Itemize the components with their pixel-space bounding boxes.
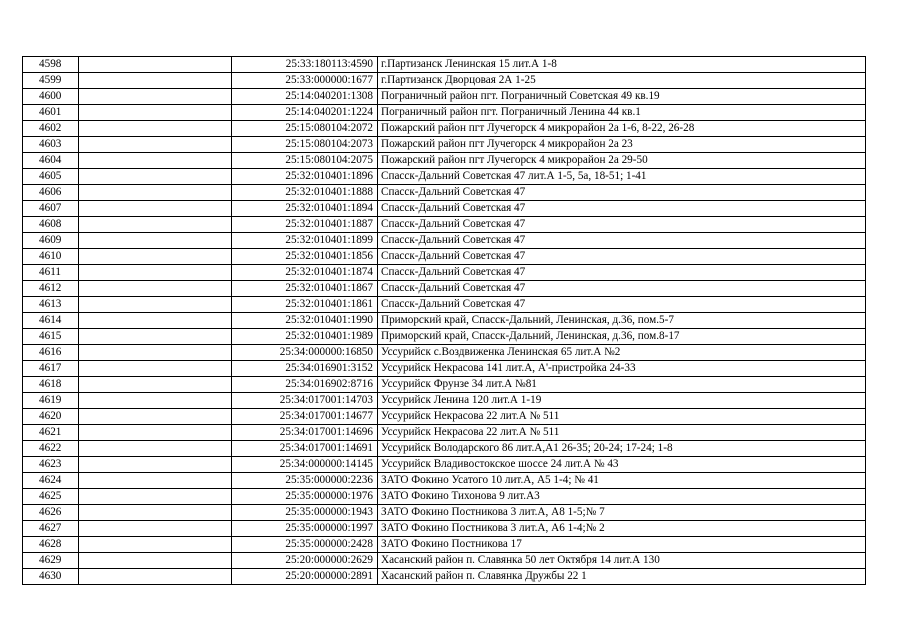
cadastral-number-cell: 25:33:180113:4590: [232, 57, 378, 73]
address-cell: Уссурийск Фрунзе 34 лит.А №81: [378, 377, 866, 393]
property-registry-table: [22, 56, 866, 585]
empty-cell: [79, 169, 232, 185]
table-row: [23, 521, 866, 537]
table-row: [23, 537, 866, 553]
cadastral-number-cell: 25:32:010401:1874: [232, 265, 378, 281]
row-number-cell: 4604: [23, 153, 79, 169]
row-number-cell: 4601: [23, 105, 79, 121]
table-row: [23, 393, 866, 409]
table-row: [23, 265, 866, 281]
cadastral-number-cell: 25:32:010401:1856: [232, 249, 378, 265]
cadastral-number-cell: 25:35:000000:1976: [232, 489, 378, 505]
row-number-cell: 4600: [23, 89, 79, 105]
address-cell: Спасск-Дальний Советская 47: [378, 297, 866, 313]
empty-cell: [79, 521, 232, 537]
table-row: [23, 121, 866, 137]
address-cell: Пожарский район пгт Лучегорск 4 микрорайон 2а 23: [378, 137, 866, 153]
row-number-cell: 4616: [23, 345, 79, 361]
row-number-cell: 4630: [23, 569, 79, 585]
cadastral-number-cell: 25:32:010401:1867: [232, 281, 378, 297]
empty-cell: [79, 121, 232, 137]
cadastral-number-cell: 25:32:010401:1887: [232, 217, 378, 233]
address-cell: Уссурийск Некрасова 141 лит.А, А'-пристройка 24-33: [378, 361, 866, 377]
empty-cell: [79, 281, 232, 297]
table-row: [23, 137, 866, 153]
empty-cell: [79, 537, 232, 553]
table-row: [23, 105, 866, 121]
row-number-cell: 4614: [23, 313, 79, 329]
empty-cell: [79, 345, 232, 361]
table-row: [23, 489, 866, 505]
row-number-cell: 4620: [23, 409, 79, 425]
cadastral-number-cell: 25:32:010401:1989: [232, 329, 378, 345]
row-number-cell: 4624: [23, 473, 79, 489]
empty-cell: [79, 185, 232, 201]
address-cell: Спасск-Дальний Советская 47: [378, 233, 866, 249]
row-number-cell: 4615: [23, 329, 79, 345]
empty-cell: [79, 473, 232, 489]
empty-cell: [79, 137, 232, 153]
address-cell: Хасанский район п. Славянка Дружбы 22 1: [378, 569, 866, 585]
row-number-cell: 4617: [23, 361, 79, 377]
table-row: [23, 505, 866, 521]
cadastral-number-cell: 25:14:040201:1224: [232, 105, 378, 121]
cadastral-number-cell: 25:32:010401:1888: [232, 185, 378, 201]
cadastral-number-cell: 25:34:016901:3152: [232, 361, 378, 377]
table-row: [23, 249, 866, 265]
address-cell: Пограничный район пгт. Пограничный Ленина 44 кв.1: [378, 105, 866, 121]
row-number-cell: 4619: [23, 393, 79, 409]
row-number-cell: 4627: [23, 521, 79, 537]
empty-cell: [79, 265, 232, 281]
empty-cell: [79, 105, 232, 121]
address-cell: ЗАТО Фокино Постникова 3 лит.А, А6 1-4;№ 2: [378, 521, 866, 537]
cadastral-number-cell: 25:20:000000:2891: [232, 569, 378, 585]
cadastral-number-cell: 25:32:010401:1896: [232, 169, 378, 185]
table-row: [23, 297, 866, 313]
table-row: [23, 201, 866, 217]
cadastral-number-cell: 25:14:040201:1308: [232, 89, 378, 105]
row-number-cell: 4611: [23, 265, 79, 281]
table-row: [23, 217, 866, 233]
table-row: [23, 553, 866, 569]
empty-cell: [79, 201, 232, 217]
empty-cell: [79, 505, 232, 521]
row-number-cell: 4608: [23, 217, 79, 233]
address-cell: Уссурийск с.Воздвиженка Ленинская 65 лит.А №2: [378, 345, 866, 361]
cadastral-number-cell: 25:34:000000:16850: [232, 345, 378, 361]
empty-cell: [79, 457, 232, 473]
address-cell: ЗАТО Фокино Тихонова 9 лит.А3: [378, 489, 866, 505]
empty-cell: [79, 73, 232, 89]
empty-cell: [79, 569, 232, 585]
empty-cell: [79, 425, 232, 441]
row-number-cell: 4602: [23, 121, 79, 137]
table-row: [23, 233, 866, 249]
address-cell: Приморский край, Спасск-Дальний, Ленинская, д.36, пом.8-17: [378, 329, 866, 345]
cadastral-number-cell: 25:32:010401:1899: [232, 233, 378, 249]
address-cell: ЗАТО Фокино Усатого 10 лит.А, А5 1-4; № 41: [378, 473, 866, 489]
cadastral-number-cell: 25:34:017001:14677: [232, 409, 378, 425]
table-row: [23, 473, 866, 489]
address-cell: Приморский край, Спасск-Дальний, Ленинская, д.36, пом.5-7: [378, 313, 866, 329]
address-cell: Спасск-Дальний Советская 47: [378, 265, 866, 281]
row-number-cell: 4607: [23, 201, 79, 217]
cadastral-number-cell: 25:15:080104:2073: [232, 137, 378, 153]
address-cell: Спасск-Дальний Советская 47 лит.А 1-5, 5а, 18-51; 1-41: [378, 169, 866, 185]
table-row: [23, 89, 866, 105]
empty-cell: [79, 329, 232, 345]
row-number-cell: 4623: [23, 457, 79, 473]
row-number-cell: 4612: [23, 281, 79, 297]
address-cell: ЗАТО Фокино Постникова 3 лит.А, А8 1-5;№ 7: [378, 505, 866, 521]
empty-cell: [79, 249, 232, 265]
cadastral-number-cell: 25:20:000000:2629: [232, 553, 378, 569]
empty-cell: [79, 441, 232, 457]
table-row: [23, 361, 866, 377]
row-number-cell: 4626: [23, 505, 79, 521]
empty-cell: [79, 89, 232, 105]
address-cell: Спасск-Дальний Советская 47: [378, 217, 866, 233]
row-number-cell: 4621: [23, 425, 79, 441]
cadastral-number-cell: 25:35:000000:2236: [232, 473, 378, 489]
table-row: [23, 457, 866, 473]
table-row: [23, 441, 866, 457]
table-row: [23, 425, 866, 441]
table-row: [23, 169, 866, 185]
table-row: [23, 73, 866, 89]
cadastral-number-cell: 25:32:010401:1894: [232, 201, 378, 217]
row-number-cell: 4606: [23, 185, 79, 201]
empty-cell: [79, 233, 232, 249]
address-cell: Спасск-Дальний Советская 47: [378, 249, 866, 265]
row-number-cell: 4610: [23, 249, 79, 265]
address-cell: Уссурийск Некрасова 22 лит.А № 511: [378, 425, 866, 441]
row-number-cell: 4609: [23, 233, 79, 249]
empty-cell: [79, 361, 232, 377]
address-cell: Пожарский район пгт Лучегорск 4 микрорайон 2а 29-50: [378, 153, 866, 169]
cadastral-number-cell: 25:32:010401:1861: [232, 297, 378, 313]
table-row: [23, 313, 866, 329]
empty-cell: [79, 57, 232, 73]
address-cell: Уссурийск Ленина 120 лит.А 1-19: [378, 393, 866, 409]
table-row: [23, 345, 866, 361]
row-number-cell: 4622: [23, 441, 79, 457]
address-cell: Пожарский район пгт Лучегорск 4 микрорайон 2а 1-6, 8-22, 26-28: [378, 121, 866, 137]
registry-table-body: [23, 57, 866, 585]
address-cell: Спасск-Дальний Советская 47: [378, 201, 866, 217]
table-row: [23, 153, 866, 169]
cadastral-number-cell: 25:15:080104:2072: [232, 121, 378, 137]
table-row: [23, 409, 866, 425]
cadastral-number-cell: 25:34:017001:14696: [232, 425, 378, 441]
address-cell: Уссурийск Володарского 86 лит.А,А1 26-35; 20-24; 17-24; 1-8: [378, 441, 866, 457]
cadastral-number-cell: 25:35:000000:1943: [232, 505, 378, 521]
cadastral-number-cell: 25:35:000000:1997: [232, 521, 378, 537]
address-cell: г.Партизанск Ленинская 15 лит.А 1-8: [378, 57, 866, 73]
empty-cell: [79, 409, 232, 425]
address-cell: Спасск-Дальний Советская 47: [378, 281, 866, 297]
cadastral-number-cell: 25:35:000000:2428: [232, 537, 378, 553]
empty-cell: [79, 553, 232, 569]
row-number-cell: 4599: [23, 73, 79, 89]
empty-cell: [79, 313, 232, 329]
row-number-cell: 4618: [23, 377, 79, 393]
address-cell: Уссурийск Владивостокское шоссе 24 лит.А № 43: [378, 457, 866, 473]
cadastral-number-cell: 25:34:017001:14691: [232, 441, 378, 457]
cadastral-number-cell: 25:32:010401:1990: [232, 313, 378, 329]
table-row: [23, 569, 866, 585]
address-cell: Уссурийск Некрасова 22 лит.А № 511: [378, 409, 866, 425]
cadastral-number-cell: 25:34:017001:14703: [232, 393, 378, 409]
row-number-cell: 4628: [23, 537, 79, 553]
address-cell: ЗАТО Фокино Постникова 17: [378, 537, 866, 553]
table-row: [23, 281, 866, 297]
empty-cell: [79, 393, 232, 409]
cadastral-number-cell: 25:34:016902:8716: [232, 377, 378, 393]
row-number-cell: 4603: [23, 137, 79, 153]
table-row: [23, 329, 866, 345]
row-number-cell: 4613: [23, 297, 79, 313]
cadastral-number-cell: 25:34:000000:14145: [232, 457, 378, 473]
address-cell: Спасск-Дальний Советская 47: [378, 185, 866, 201]
table-row: [23, 377, 866, 393]
table-row: [23, 185, 866, 201]
row-number-cell: 4625: [23, 489, 79, 505]
empty-cell: [79, 489, 232, 505]
table-row: [23, 57, 866, 73]
empty-cell: [79, 377, 232, 393]
address-cell: Хасанский район п. Славянка 50 лет Октября 14 лит.А 130: [378, 553, 866, 569]
address-cell: Пограничный район пгт. Пограничный Советская 49 кв.19: [378, 89, 866, 105]
cadastral-number-cell: 25:15:080104:2075: [232, 153, 378, 169]
cadastral-number-cell: 25:33:000000:1677: [232, 73, 378, 89]
address-cell: г.Партизанск Дворцовая 2А 1-25: [378, 73, 866, 89]
empty-cell: [79, 217, 232, 233]
empty-cell: [79, 153, 232, 169]
row-number-cell: 4598: [23, 57, 79, 73]
row-number-cell: 4605: [23, 169, 79, 185]
row-number-cell: 4629: [23, 553, 79, 569]
empty-cell: [79, 297, 232, 313]
